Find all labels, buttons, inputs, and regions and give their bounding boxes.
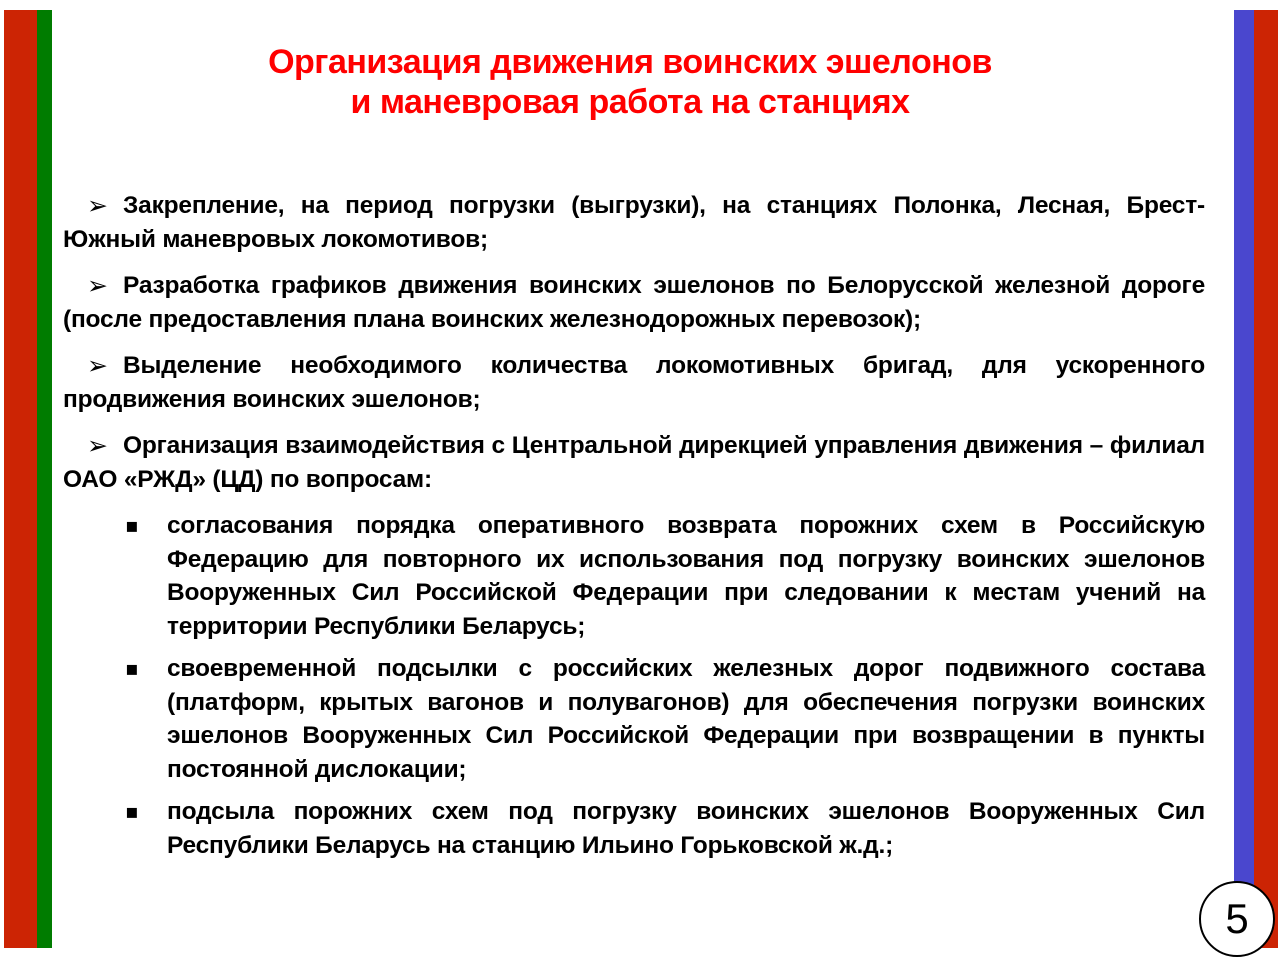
sub-bullet-group xyxy=(63,509,1205,862)
slide-body xyxy=(63,189,1205,871)
slide-title-line2: и маневровая работа на станциях xyxy=(350,83,910,121)
sub-bullet-item xyxy=(63,509,1205,643)
arrow-bullet-icon: ➢ xyxy=(87,351,108,380)
bullet-item xyxy=(63,349,1205,416)
square-bullet-icon: ▪ xyxy=(125,799,139,823)
bullet-text: Разработка графиков движения воинских эшелонов по Белорусской железной дороге (после предоставления плана воинских железнодорожных перевозок); xyxy=(63,272,1205,333)
right-red-stripe xyxy=(1254,10,1278,948)
sub-bullet-text: своевременной подсылки с российских железных дорог подвижного состава (платформ, крытых вагонов и полувагонов) для обеспечения погрузки воинских эшелонов Вооруженных Сил Российской Федерации при возвращении в пункты постоянной дислокации; xyxy=(167,655,1205,783)
left-red-stripe xyxy=(4,10,37,948)
bullet-text: Выделение необходимого количества локомотивных бригад, для ускоренного продвижения воинских эшелонов; xyxy=(63,352,1205,413)
page-number-badge xyxy=(1199,881,1275,957)
sub-bullet-item xyxy=(63,795,1205,862)
slide-title xyxy=(70,42,1190,122)
sub-bullet-text: согласования порядка оперативного возврата порожних схем в Российскую Федерацию для повторного их использования под погрузку воинских эшелонов Вооруженных Сил Российской Федерации при следовании к местам учений на территории Республики Беларусь; xyxy=(167,512,1205,640)
arrow-bullet-icon: ➢ xyxy=(87,191,108,220)
bullet-text: Закрепление, на период погрузки (выгрузки), на станциях Полонка, Лесная, Брест-Южный маневровых локомотивов; xyxy=(63,192,1205,253)
bullet-item xyxy=(63,189,1205,256)
sub-bullet-text: подсыла порожних схем под погрузку воинских эшелонов Вооруженных Сил Республики Беларусь на станцию Ильино Горьковской ж.д.; xyxy=(167,798,1205,859)
arrow-bullet-icon: ➢ xyxy=(87,431,108,460)
square-bullet-icon: ▪ xyxy=(125,513,139,537)
sub-bullet-item xyxy=(63,652,1205,786)
left-green-stripe xyxy=(37,10,52,948)
bullet-item xyxy=(63,429,1205,496)
bullet-text: Организация взаимодействия с Центральной дирекцией управления движения – филиал ОАО «РЖД» (ЦД) по вопросам: xyxy=(63,432,1205,493)
bullet-item xyxy=(63,269,1205,336)
arrow-bullet-icon: ➢ xyxy=(87,271,108,300)
page-number: 5 xyxy=(1225,895,1249,942)
right-blue-stripe xyxy=(1234,10,1254,948)
square-bullet-icon: ▪ xyxy=(125,656,139,680)
slide-title-line1: Организация движения воинских эшелонов xyxy=(268,43,992,81)
